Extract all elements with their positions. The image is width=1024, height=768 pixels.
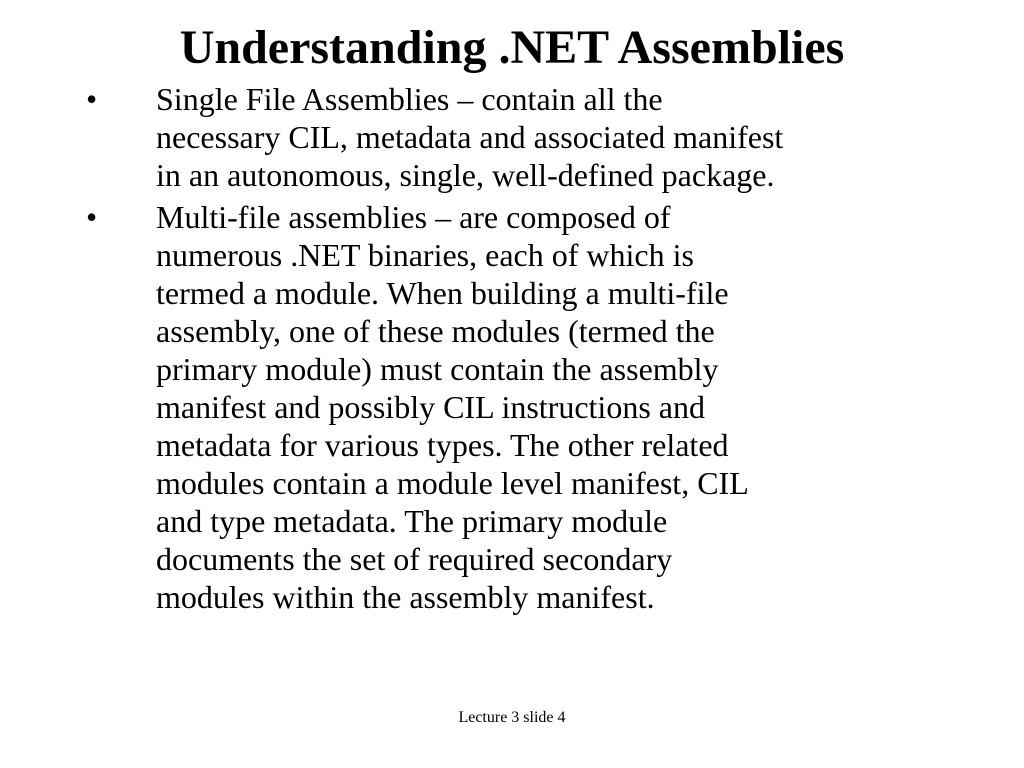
bullet-line: modules contain a module level manifest, CIL	[156, 465, 749, 501]
bullet-line: assembly, one of these modules (termed the	[156, 313, 715, 349]
bullet-line: primary module) must contain the assembly	[156, 351, 719, 387]
bullet-line: manifest and possibly CIL instructions and	[156, 389, 705, 425]
bullet-item-single-file	[86, 80, 966, 194]
bullet-item-multi-file	[86, 198, 966, 616]
slide-footer: Lecture 3 slide 4	[458, 709, 566, 726]
bullet-text	[156, 80, 956, 194]
bullet-line: documents the set of required secondary	[156, 541, 673, 577]
bullet-line: Single File Assemblies – contain all the	[156, 81, 663, 117]
bullet-line: termed a module. When building a multi-file	[156, 275, 729, 311]
bullet-marker: •	[86, 81, 98, 117]
bullet-marker: •	[86, 199, 98, 235]
bullet-text	[156, 198, 956, 616]
bullet-list	[86, 80, 966, 620]
bullet-line: and type metadata. The primary module	[156, 503, 668, 539]
slide-title: Understanding .NET Assemblies	[179, 21, 845, 74]
bullet-line: modules within the assembly manifest.	[156, 579, 655, 615]
bullet-line: metadata for various types. The other related	[156, 427, 729, 463]
bullet-line: necessary CIL, metadata and associated manifest	[156, 119, 784, 155]
bullet-line: numerous .NET binaries, each of which is	[156, 237, 694, 273]
bullet-line: Multi-file assemblies – are composed of	[156, 199, 671, 235]
bullet-line: in an autonomous, single, well-defined package.	[156, 157, 775, 193]
